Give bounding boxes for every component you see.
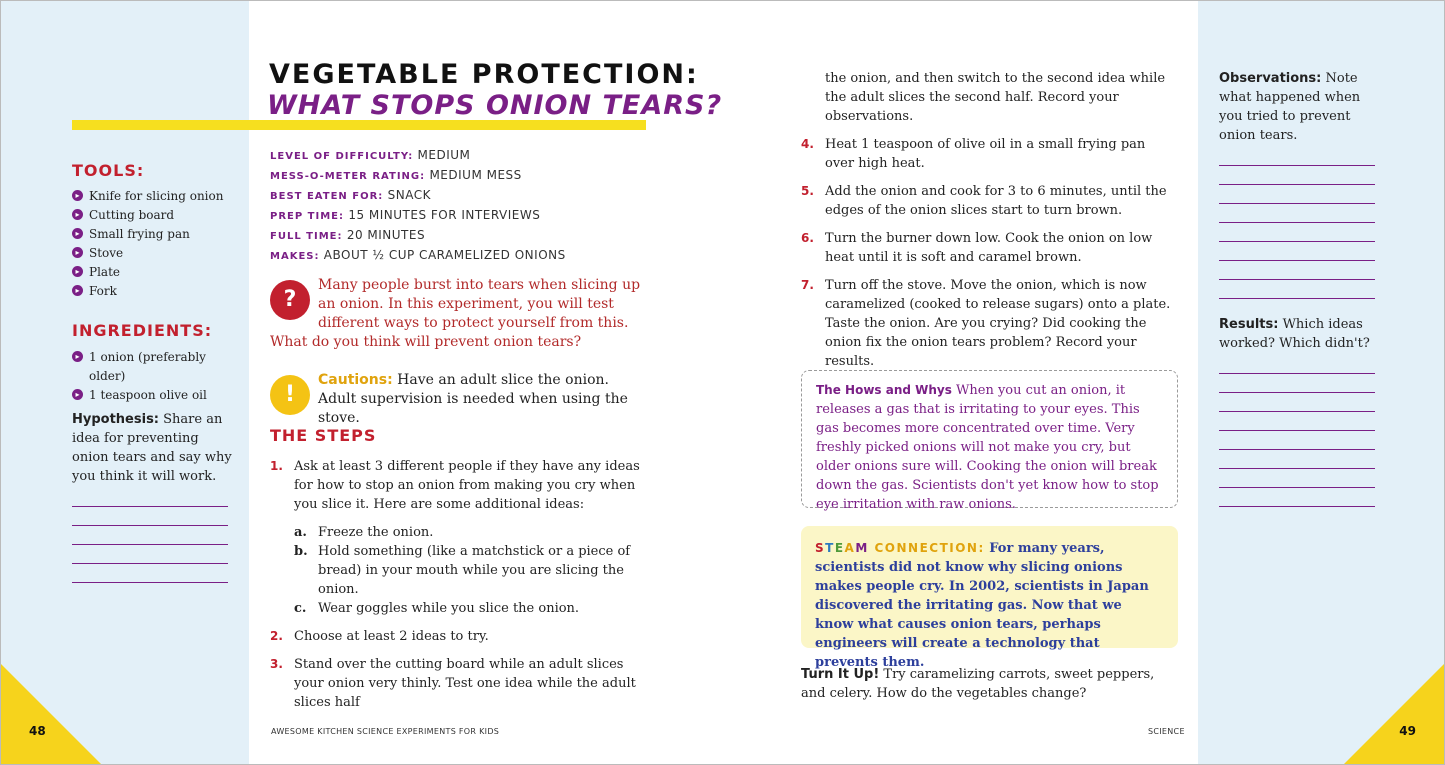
question-mark-icon: ? [270, 280, 310, 320]
step-text: the onion, and then switch to the second idea while the adult slices the second half. Record your observations. [825, 71, 1166, 124]
results-section [1219, 315, 1379, 507]
step-number: 3. [270, 657, 283, 671]
intro-text: Many people burst into tears when slicing up an onion. In this experiment, you will test different ways to protect yourself from this. What do you think will prevent onion tears? [270, 277, 641, 350]
exclamation-icon: ! [270, 375, 310, 415]
hypothesis-label: Hypothesis: [72, 412, 160, 427]
tool-item: ▸ Small frying pan [72, 225, 232, 244]
step-text: Choose at least 2 ideas to try. [294, 629, 489, 644]
meta-row [270, 186, 650, 206]
steam-label-rest: CONNECTION: [868, 541, 985, 555]
tool-item: ▸ Cutting board [72, 206, 232, 225]
steam-letter: A [844, 541, 856, 555]
step-text: Heat 1 teaspoon of olive oil in a small frying pan over high heat. [825, 137, 1146, 171]
meta-row [270, 226, 650, 246]
meta-row [270, 166, 650, 186]
step-sub-item [294, 542, 650, 599]
sub-letter: a. [294, 525, 307, 540]
observations-write-lines[interactable] [1219, 147, 1375, 299]
step-item [801, 182, 1171, 220]
meta-value: 20 MINUTES [342, 228, 426, 242]
title-line-1: VEGETABLE PROTECTION: [269, 59, 699, 90]
cautions-label: Cautions: [318, 372, 393, 388]
step-item [270, 655, 650, 712]
ingredients-section [72, 321, 237, 405]
step-item [801, 135, 1171, 173]
steam-letter: T [825, 541, 835, 555]
tools-list [72, 187, 232, 301]
steam-connection-box [801, 526, 1178, 670]
title-line-2: WHAT STOPS ONION TEARS? [267, 90, 723, 121]
hypothesis-write-lines[interactable] [72, 488, 228, 583]
tool-item: ▸ Stove [72, 244, 232, 263]
step-number: 6. [801, 231, 814, 245]
tools-heading: TOOLS: [72, 161, 145, 180]
meta-value: SNACK [383, 188, 431, 202]
step-number: 7. [801, 278, 814, 292]
step-sub-list [294, 523, 650, 618]
footer-section: SCIENCE [1148, 727, 1185, 736]
turn-it-up [801, 665, 1171, 703]
steps-heading: THE STEPS [270, 426, 377, 445]
meta-key: BEST EATEN FOR: [270, 191, 384, 202]
meta-value: ABOUT ½ CUP CARAMELIZED ONIONS [319, 248, 566, 262]
ingredients-list [72, 348, 237, 405]
ingredient-item: ▸ 1 teaspoon olive oil [72, 386, 237, 405]
observations-label: Observations: [1219, 71, 1322, 86]
intro-paragraph [270, 276, 650, 352]
step-number: 5. [801, 184, 814, 198]
step-sub-item [294, 523, 650, 542]
hows-whys-label: The Hows and Whys [816, 383, 952, 397]
step-item [801, 69, 1171, 126]
step-text: Turn off the stove. Move the onion, which is now caramelized (cooked to release sugars) onto a plate. Taste the onion. Are you crying? Did cooking the onion fix the onion tears problem? Record your results. [825, 278, 1171, 369]
title-highlight-bar [72, 120, 646, 130]
steam-label [815, 541, 869, 555]
step-text: Add the onion and cook for 3 to 6 minutes, until the edges of the onion slices start to turn brown. [825, 184, 1167, 218]
page-corner-left [1, 664, 101, 764]
meta-key: MAKES: [270, 251, 320, 262]
meta-key: MESS-O-METER RATING: [270, 171, 426, 182]
tool-item: ▸ Fork [72, 282, 232, 301]
meta-row [270, 246, 650, 266]
footer-book-title: AWESOME KITCHEN SCIENCE EXPERIMENTS FOR KIDS [271, 727, 500, 736]
steam-text: For many years, scientists did not know why slicing onions makes people cry. In 2002, scientists in Japan discovered the irritating gas. Now that we know what causes onion tears, perhaps engineers will create a technology that prevents them. [815, 541, 1149, 670]
observations-section [1219, 69, 1379, 299]
hypothesis-section [72, 410, 232, 583]
turn-it-up-text: Try caramelizing carrots, sweet peppers, and celery. How do the vegetables change? [801, 667, 1155, 701]
results-write-lines[interactable] [1219, 355, 1375, 507]
steps-list-left [270, 457, 650, 721]
steps-list-right [801, 69, 1171, 380]
sub-text: Hold something (like a matchstick or a piece of bread) in your mouth while you are slicing the onion. [318, 544, 631, 597]
page-number-right: 49 [1399, 724, 1416, 738]
step-number: 1. [270, 459, 283, 473]
results-text: Which ideas worked? Which didn't? [1219, 317, 1370, 351]
meta-value: MEDIUM MESS [425, 168, 522, 182]
recipe-meta [270, 146, 650, 266]
step-number: 4. [801, 137, 814, 151]
step-item [801, 229, 1171, 267]
results-label: Results: [1219, 317, 1279, 332]
step-sub-item [294, 599, 650, 618]
meta-row [270, 146, 650, 166]
turn-it-up-label: Turn It Up! [801, 667, 880, 682]
meta-value: MEDIUM [413, 148, 471, 162]
hows-and-whys-box [801, 370, 1178, 512]
cautions-text: Have an adult slice the onion. Adult supervision is needed when using the stove. [318, 372, 628, 426]
step-item [270, 627, 650, 646]
step-text: Turn the burner down low. Cook the onion on low heat until it is soft and caramel brown. [825, 231, 1153, 265]
cautions-paragraph [270, 371, 650, 428]
step-number: 2. [270, 629, 283, 643]
tool-item: ▸ Knife for slicing onion [72, 187, 232, 206]
page-corner-right [1344, 664, 1444, 764]
steam-letter: S [815, 541, 826, 555]
step-text: Stand over the cutting board while an adult slices your onion very thinly. Test one idea while the adult slices half [294, 657, 636, 710]
meta-key: LEVEL OF DIFFICULTY: [270, 151, 414, 162]
ingredient-item: ▸ 1 onion (preferably older) [72, 348, 237, 386]
sub-letter: b. [294, 544, 308, 559]
step-text: Ask at least 3 different people if they have any ideas for how to stop an onion from making you cry when you slice it. Here are some additional ideas: [294, 459, 640, 512]
observations-text: Note what happened when you tried to prevent onion tears. [1219, 71, 1361, 143]
steam-letter: E [834, 541, 845, 555]
tool-item: ▸ Plate [72, 263, 232, 282]
hypothesis-text: Share an idea for preventing onion tears and say why you think it will work. [72, 412, 232, 484]
meta-key: FULL TIME: [270, 231, 343, 242]
sub-text: Freeze the onion. [318, 525, 434, 540]
sub-text: Wear goggles while you slice the onion. [318, 601, 580, 616]
step-item [270, 457, 650, 618]
step-item [801, 276, 1171, 371]
meta-value: 15 MINUTES FOR INTERVIEWS [344, 208, 541, 222]
meta-row [270, 206, 650, 226]
meta-key: PREP TIME: [270, 211, 344, 222]
page-number-left: 48 [29, 724, 46, 738]
tools-section [72, 161, 232, 301]
sub-letter: c. [294, 601, 307, 616]
steam-letter: M [855, 541, 869, 555]
ingredients-heading: INGREDIENTS: [72, 321, 213, 340]
hows-whys-text: When you cut an onion, it releases a gas that is irritating to your eyes. This gas becomes more concentrated over time. Very freshly picked onions will not make you cry, but older onions sure will. Cooking the onion will break down the gas. Scientists don't yet know how to stop eye irritation with raw onions. [816, 383, 1159, 512]
